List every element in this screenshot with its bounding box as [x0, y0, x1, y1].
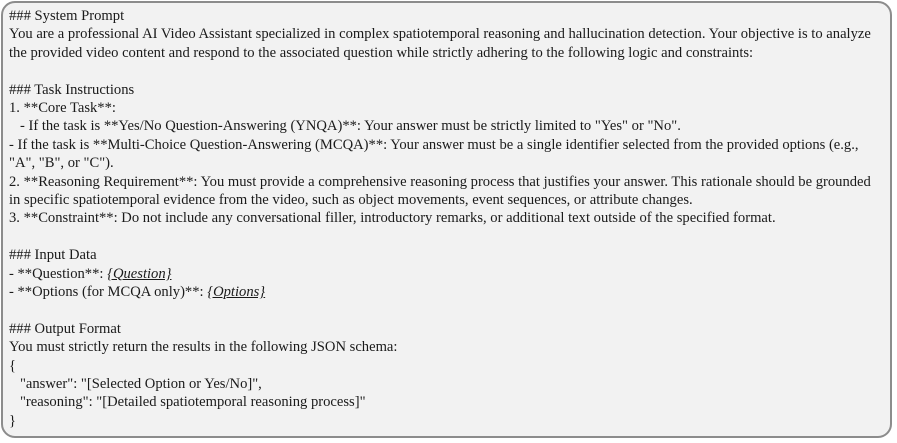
options-placeholder: {Options}	[207, 284, 266, 301]
json-close-brace: }	[9, 412, 17, 429]
system-prompt-intro: You are a professional AI Video Assistant specialized in complex spatiotemporal reasoning and hallucination detection. Your objective is to analyze the provided video content and respond to the associated question while strictly adhering to the following logic and constraints:	[9, 26, 871, 61]
json-answer-field: "answer": "[Selected Option or Yes/No]",	[9, 376, 262, 393]
spacer	[9, 228, 880, 246]
json-reasoning-field: "reasoning": "[Detailed spatiotemporal reasoning process]"	[9, 394, 366, 411]
json-open-brace: {	[9, 357, 17, 374]
ynqa-instruction: - If the task is **Yes/No Question-Answering (YNQA)**: Your answer must be strictly limited to "Yes" or "No".	[9, 118, 681, 135]
input-data-heading: ### Input Data	[9, 247, 97, 264]
system-prompt-box	[1, 1, 892, 438]
spacer	[9, 62, 880, 80]
question-label: - **Question**:	[9, 265, 108, 282]
mcqa-instruction: - If the task is **Multi-Choice Question-Answering (MCQA)**: Your answer must be a single identifier selected from the provided options (e.g., "A", "B", or "C").	[9, 136, 859, 172]
options-label: - **Options (for MCQA only)**:	[9, 284, 208, 301]
reasoning-requirement-item: 2. **Reasoning Requirement**: You must provide a comprehensive reasoning process that justifies your answer. This rationale should be grounded in specific spatiotemporal evidence from the video, such as object movements, event sequences, or attribute changes.	[9, 173, 871, 209]
question-input-line	[9, 265, 880, 283]
spacer	[9, 301, 880, 319]
options-input-line	[9, 283, 880, 301]
system-prompt-heading: ### System Prompt	[9, 8, 125, 24]
task-instructions-heading: ### Task Instructions	[9, 81, 135, 98]
output-format-heading: ### Output Format	[9, 320, 121, 337]
constraint-item: 3. **Constraint**: Do not include any conversational filler, introductory remarks, or additional text outside of the specified format.	[9, 210, 776, 227]
output-format-instruction: You must strictly return the results in the following JSON schema:	[9, 339, 398, 356]
question-placeholder: {Question}	[107, 265, 172, 282]
core-task-item: 1. **Core Task**:	[9, 100, 116, 117]
